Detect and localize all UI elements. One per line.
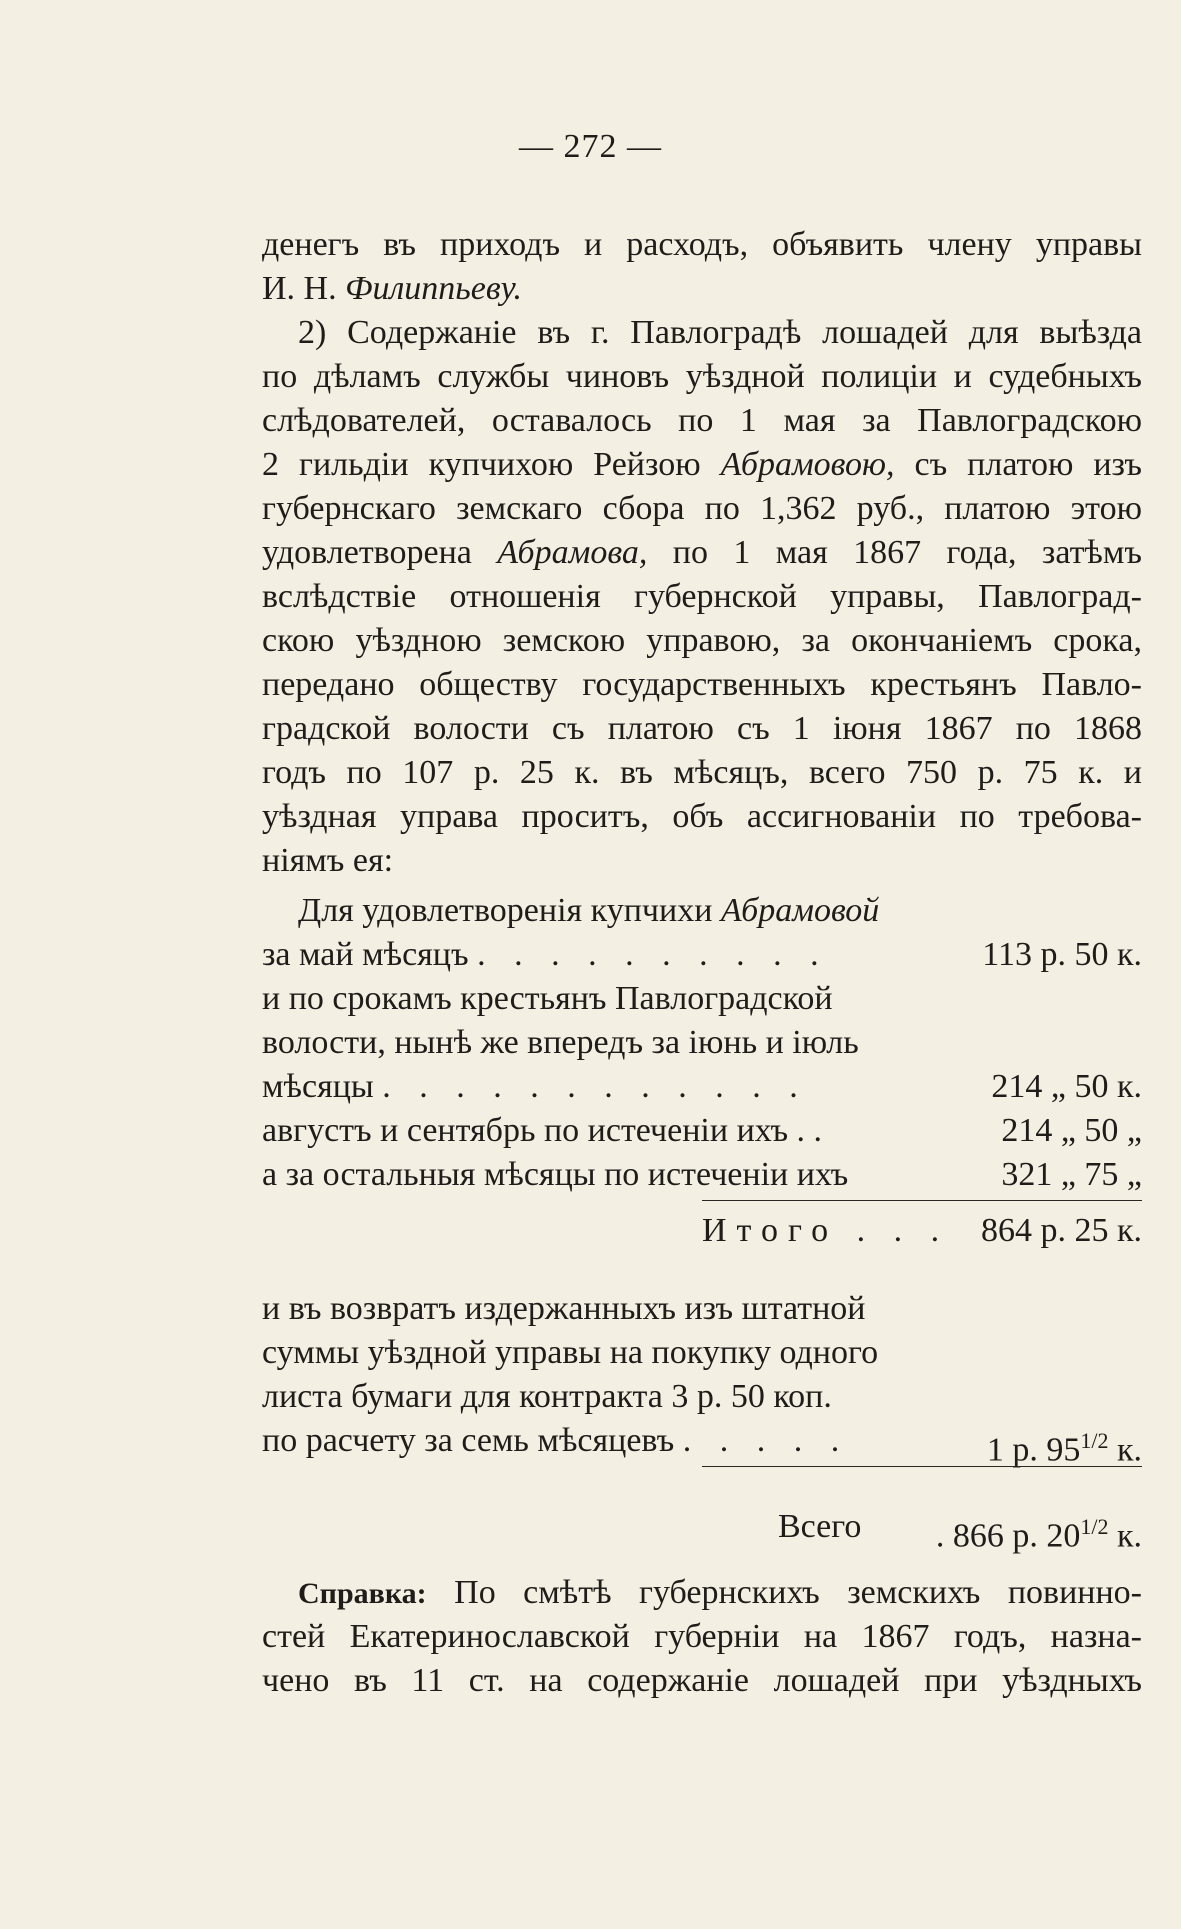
text-line: Справка: По смѣтѣ губернскихъ земскихъ повинно-	[298, 1574, 1142, 1611]
text-line: И. Н. Филиппьеву.	[262, 270, 523, 307]
item-amount: 113 р. 50 к.	[982, 936, 1142, 973]
item-line: мѣсяцы . . . . . . . . . . . .	[262, 1068, 808, 1105]
person-name: Абрамовою,	[720, 446, 895, 483]
text-line: 2) Содержаніе въ г. Павлоградѣ лошадей для выѣзда	[298, 314, 1142, 351]
item-amount: 214 „ 50 к.	[991, 1068, 1142, 1105]
text-line: денегъ въ приходъ и расходъ, объявить члену управы	[262, 226, 1142, 263]
text-line: губернскаго земскаго сбора по 1,362 руб., платою этою	[262, 490, 1142, 527]
item-line: по расчету за семь мѣсяцевъ . . . . .	[262, 1422, 850, 1459]
text-line: годъ по 107 р. 25 к. въ мѣсяцъ, всего 750 р. 75 к. и	[262, 754, 1142, 791]
text-line: ніямъ ея:	[262, 842, 394, 879]
page-number: — 272 —	[519, 128, 662, 165]
item-line: Для удовлетворенія купчихи Абрамовой	[298, 892, 880, 929]
text-line: по дѣламъ службы чиновъ уѣздной полиціи и судебныхъ	[262, 358, 1142, 395]
text-line: уѣздная управа проситъ, объ ассигнованіи по требова-	[262, 798, 1142, 835]
item-amount: 214 „ 50 „	[1001, 1112, 1142, 1149]
item-line: и по срокамъ крестьянъ Павлоградской	[262, 980, 833, 1017]
text-line: чено въ 11 ст. на содержаніе лошадей при уѣздныхъ	[262, 1662, 1142, 1699]
item-line: за май мѣсяцъ . . . . . . . . . .	[262, 936, 829, 973]
item-line: волости, нынѣ же впередъ за іюнь и іюль	[262, 1024, 859, 1061]
item-line: августъ и сентябрь по истеченіи ихъ . .	[262, 1112, 823, 1149]
text-line: стей Екатеринославской губерніи на 1867 годъ, назна-	[262, 1618, 1142, 1655]
total-amount: 864 р. 25 к.	[980, 1212, 1142, 1249]
sum-rule	[702, 1466, 1142, 1467]
reference-label: Справка:	[298, 1577, 427, 1610]
sum-rule	[702, 1200, 1142, 1201]
person-name: Абрамовой	[720, 892, 880, 929]
person-name: Филиппьеву.	[345, 270, 523, 307]
text-line: градской волости съ платою съ 1 іюня 1867 по 1868	[262, 710, 1142, 747]
item-amount: 1 р. $95^{1/2}$ к.	[986, 1428, 1142, 1469]
text-line: передано обществу государственныхъ крестьянъ Павло-	[262, 666, 1142, 703]
item-line: суммы уѣздной управы на покупку одного	[262, 1334, 879, 1371]
text-line: скою уѣздною земскою управою, за окончаніемъ срока,	[262, 622, 1142, 659]
text-line: слѣдователей, оставалось по 1 мая за Павлоградскою	[262, 402, 1142, 439]
text-line: вслѣдствіе отношенія губернской управы, Павлоград-	[262, 578, 1142, 615]
total-label: Итого . . .	[702, 1212, 950, 1249]
text-line: 2 гильдіи купчихою Рейзою Абрамовою, съ платою изъ	[262, 446, 1142, 483]
person-name: Абрамова,	[497, 534, 648, 571]
text-line: удовлетворена Абрамова, по 1 мая 1867 года, затѣмъ	[262, 534, 1142, 571]
item-line: и въ возвратъ издержанныхъ изъ штатной	[262, 1290, 866, 1327]
total-label: Всего	[778, 1508, 862, 1545]
total-amount: . 866 р. $20^{1/2}$ к.	[935, 1514, 1142, 1555]
item-line: листа бумаги для контракта 3 р. 50 коп.	[262, 1378, 832, 1415]
item-line: а за остальныя мѣсяцы по истеченіи ихъ	[262, 1156, 849, 1193]
item-amount: 321 „ 75 „	[1001, 1156, 1142, 1193]
